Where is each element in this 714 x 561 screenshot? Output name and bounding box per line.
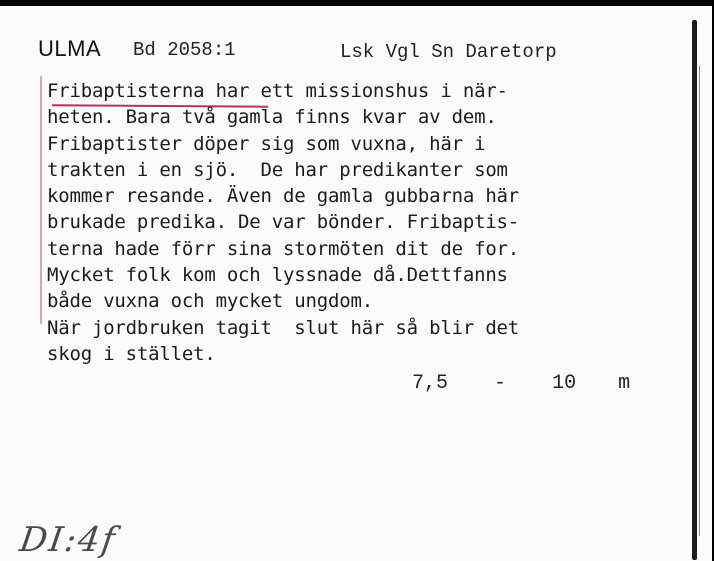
- text-line: brukade predika. De var bönder. Fribaptis-: [47, 211, 520, 234]
- text-line: skog i stället.: [47, 342, 216, 365]
- text-line: Mycket folk kom och lyssnade då.Dettfanns: [47, 264, 508, 287]
- measurement-unit: m: [618, 372, 631, 395]
- card-edge-thin-line: [699, 66, 700, 536]
- handwritten-note: DI:4f: [17, 520, 120, 560]
- card-body-text: [47, 78, 519, 367]
- location-reference: Lsk Vgl Sn Daretorp: [340, 41, 557, 63]
- archive-name: ULMA: [38, 36, 102, 61]
- text-line: kommer resande. Även de gamla gubbarna här: [47, 185, 520, 208]
- text-line: trakten i en sjö. De har predikanter som: [47, 158, 508, 181]
- volume-reference: Bd 2058:1: [133, 39, 236, 61]
- text-line: Fribaptister döper sig som vuxna, här i: [47, 132, 486, 155]
- measurement-high: 10: [552, 372, 577, 395]
- archive-card: [0, 6, 712, 561]
- measurement-dash: -: [494, 372, 507, 395]
- text-line: heten. Bara två gamla finns kvar av dem.: [47, 106, 497, 129]
- margin-marker-line: [40, 76, 42, 324]
- measurement-low: 7,5: [412, 372, 449, 395]
- text-line: terna hade förr sina stormöten dit de for.: [47, 237, 520, 260]
- text-line: När jordbruken tagit slut här så blir det: [47, 316, 520, 339]
- card-header: [0, 36, 690, 72]
- measurement: [412, 372, 630, 395]
- card-edge-line: [692, 20, 697, 560]
- text-line: både vuxna och mycket ungdom.: [47, 290, 373, 313]
- text-line: Fribaptisterna har ett missionshus i när-: [47, 80, 508, 102]
